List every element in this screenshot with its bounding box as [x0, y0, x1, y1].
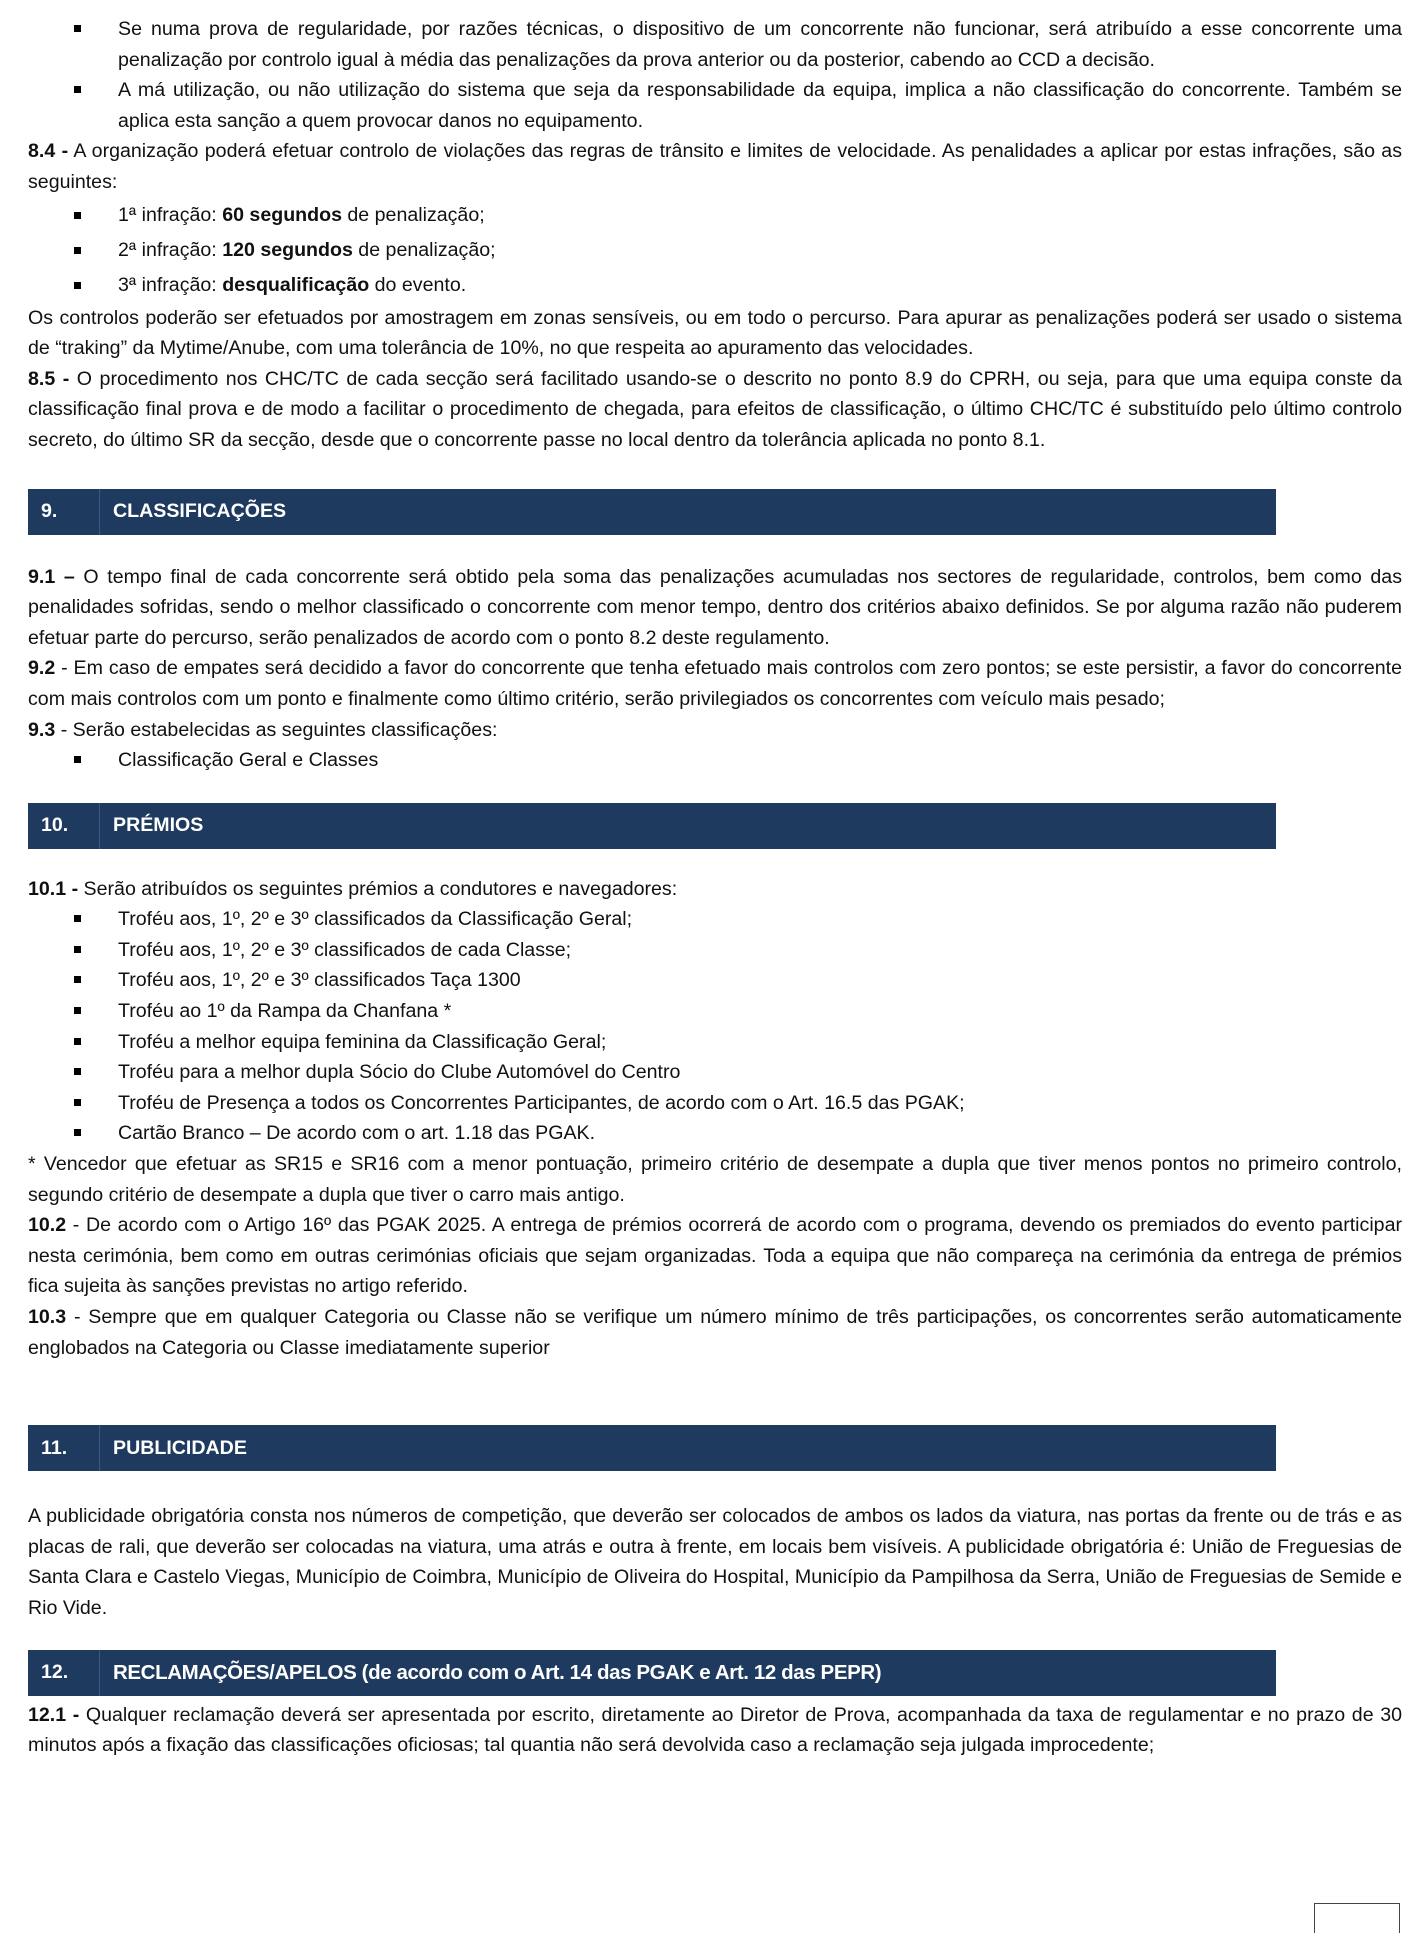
paragraph-10-1 [28, 874, 1402, 905]
clause-text: O procedimento nos CHC/TC de cada secção será facilitado usando-se o descrito no ponto 8.9 do CPRH, ou seja, para que uma equipa conste da classificação final prova e de modo a facilitar o procedimento de chegada, para efeitos de classificação, o último CHC/TC é substituído pelo último controlo secreto, do último SR da secção, desde que o concorrente passe no local dentro da tolerância aplicada no ponto 8.1. [28, 367, 1402, 451]
paragraph-8-5 [28, 364, 1402, 456]
clause-number: 12.1 - [28, 1703, 80, 1726]
list-item: Troféu para a melhor dupla Sócio do Clube Automóvel do Centro [28, 1057, 1402, 1088]
list-item: Troféu a melhor equipa feminina da Classificação Geral; [28, 1027, 1402, 1058]
section-title: PRÉMIOS [113, 814, 204, 837]
section-header-10 [28, 803, 1276, 849]
section-title: RECLAMAÇÕES/APELOS (de acordo com o Art. 14 das PGAK e Art. 12 das PEPR) [113, 1660, 882, 1684]
clause-number: 9.1 – [28, 565, 75, 588]
list-item: 2ª infração: 120 segundos de penalização; [28, 233, 1402, 268]
prize-list [28, 904, 1402, 1149]
paragraph-9-1 [28, 562, 1402, 654]
paragraph-8-4-note: Os controlos poderão ser efetuados por amostragem em zonas sensíveis, ou em todo o percurso. Para apurar as penalizações poderá ser usado o sistema de “traking” da Mytime/Anube, com uma tolerância de 10%, no que respeita ao apuramento das velocidades. [28, 306, 1402, 360]
clause-text: - Serão estabelecidas as seguintes classificações: [55, 718, 498, 741]
classification-list [28, 745, 1402, 776]
list-item: Cartão Branco – De acordo com o art. 1.18 das PGAK. [28, 1118, 1402, 1149]
paragraph-12-1 [28, 1700, 1402, 1761]
list-item: Troféu de Presença a todos os Concorrentes Participantes, de acordo com o Art. 16.5 das PGAK; [28, 1088, 1402, 1119]
section-title: PUBLICIDADE [113, 1436, 247, 1459]
list-item: Troféu ao 1º da Rampa da Chanfana * [28, 996, 1402, 1027]
clause-text: - Em caso de empates será decidido a favor do concorrente que tenha efetuado mais controlos com zero pontos; se este persistir, a favor do concorrente com mais controlos com um ponto e finalmente como último critério, serão privilegiados os concorrentes com veículo mais pesado; [28, 657, 1402, 710]
page-number-box [1314, 1903, 1400, 1933]
section-header-12 [28, 1650, 1276, 1696]
clause-text: Serão atribuídos os seguintes prémios a condutores e navegadores: [78, 877, 678, 900]
clause-number: 10.3 [28, 1306, 67, 1328]
clause-text: - De acordo com o Artigo 16º das PGAK 2025. A entrega de prémios ocorrerá de acordo com o programa, devendo os premiados do evento participar nesta cerimónia, bem como em outras cerimónias oficiais que sejam organizadas. Toda a equipa que não compareça na cerimónia da entrega de prémios fica sujeita às sanções previstas no artigo referido. [28, 1214, 1402, 1298]
paragraph-9-2 [28, 653, 1402, 714]
section-number: 10. [28, 803, 100, 849]
list-item: 1ª infração: 60 segundos de penalização; [28, 198, 1402, 233]
document-content [28, 14, 1402, 1761]
paragraph-10-3 [28, 1302, 1402, 1363]
top-bullet-list [28, 14, 1402, 136]
clause-text: A organização poderá efetuar controlo de violações das regras de trânsito e limites de velocidade. As penalidades a aplicar por estas infrações, são as seguintes: [28, 140, 1402, 193]
prize-footnote: * Vencedor que efetuar as SR15 e SR16 com a menor pontuação, primeiro critério de desempate a dupla que tiver menos pontos no primeiro controlo, segundo critério de desempate a dupla que tiver o carro mais antigo. [28, 1153, 1402, 1206]
list-item: Troféu aos, 1º, 2º e 3º classificados da Classificação Geral; [28, 904, 1402, 935]
list-item: 3ª infração: desqualificação do evento. [28, 268, 1402, 303]
section-header-11 [28, 1425, 1276, 1471]
paragraph-11: A publicidade obrigatória consta nos números de competição, que deverão ser colocados de ambos os lados da viatura, nas portas da frente ou de trás e as placas de rali, que deverão ser colocadas na viatura, uma atrás e outra à frente, em locais bem visíveis. A publicidade obrigatória é: União de Freguesias de Santa Clara e Castelo Viegas, Município de Coimbra, Município de Oliveira do Hospital, Município da Pampilhosa da Serra, União de Freguesias de Semide e Rio Vide. [28, 1505, 1402, 1619]
clause-text: Qualquer reclamação deverá ser apresentada por escrito, diretamente ao Diretor de Prova, acompanhada da taxa de regulamentar e no prazo de 30 minutos após a fixação das classificações oficiosas; tal quantia não será devolvida caso a reclamação seja julgada improcedente; [28, 1703, 1402, 1757]
clause-number: 10.1 - [28, 877, 79, 900]
clause-number: 9.2 [28, 657, 56, 680]
section-number: 9. [28, 489, 100, 535]
list-item: Troféu aos, 1º, 2º e 3º classificados de cada Classe; [28, 935, 1402, 966]
paragraph-8-4 [28, 136, 1402, 197]
list-item: Se numa prova de regularidade, por razões técnicas, o dispositivo de um concorrente não funcionar, será atribuído a esse concorrente uma penalização por controlo igual à média das penalizações da prova anterior ou da posterior, cabendo ao CCD a decisão. [28, 14, 1402, 75]
clause-text: - Sempre que em qualquer Categoria ou Classe não se verifique um número mínimo de três participações, os concorrentes serão automaticamente englobados na Categoria ou Classe imediatamente superior [28, 1306, 1402, 1359]
paragraph-10-2 [28, 1210, 1402, 1302]
list-item: Classificação Geral e Classes [28, 745, 1402, 776]
paragraph-9-3 [28, 715, 1402, 746]
clause-number: 8.4 - [28, 140, 69, 163]
section-header-9 [28, 489, 1276, 535]
section-number: 11. [28, 1425, 100, 1471]
clause-number: 8.5 - [28, 367, 70, 390]
clause-number: 9.3 [28, 718, 56, 741]
infraction-list [28, 198, 1402, 303]
list-item: Troféu aos, 1º, 2º e 3º classificados Taça 1300 [28, 965, 1402, 996]
section-title: CLASSIFICAÇÕES [113, 500, 287, 523]
section-number: 12. [28, 1650, 100, 1696]
clause-text: O tempo final de cada concorrente será obtido pela soma das penalizações acumuladas nos sectores de regularidade, controlos, bem como das penalidades sofridas, sendo o melhor classificado o concorrente com menor tempo, dentro dos critérios abaixo definidos. Se por alguma razão não puderem efetuar parte do percurso, serão penalizados de acordo com o ponto 8.2 deste regulamento. [28, 565, 1402, 649]
clause-number: 10.2 [28, 1214, 67, 1237]
list-item: A má utilização, ou não utilização do sistema que seja da responsabilidade da equipa, implica a não classificação do concorrente. Também se aplica esta sanção a quem provocar danos no equipamento. [28, 75, 1402, 136]
